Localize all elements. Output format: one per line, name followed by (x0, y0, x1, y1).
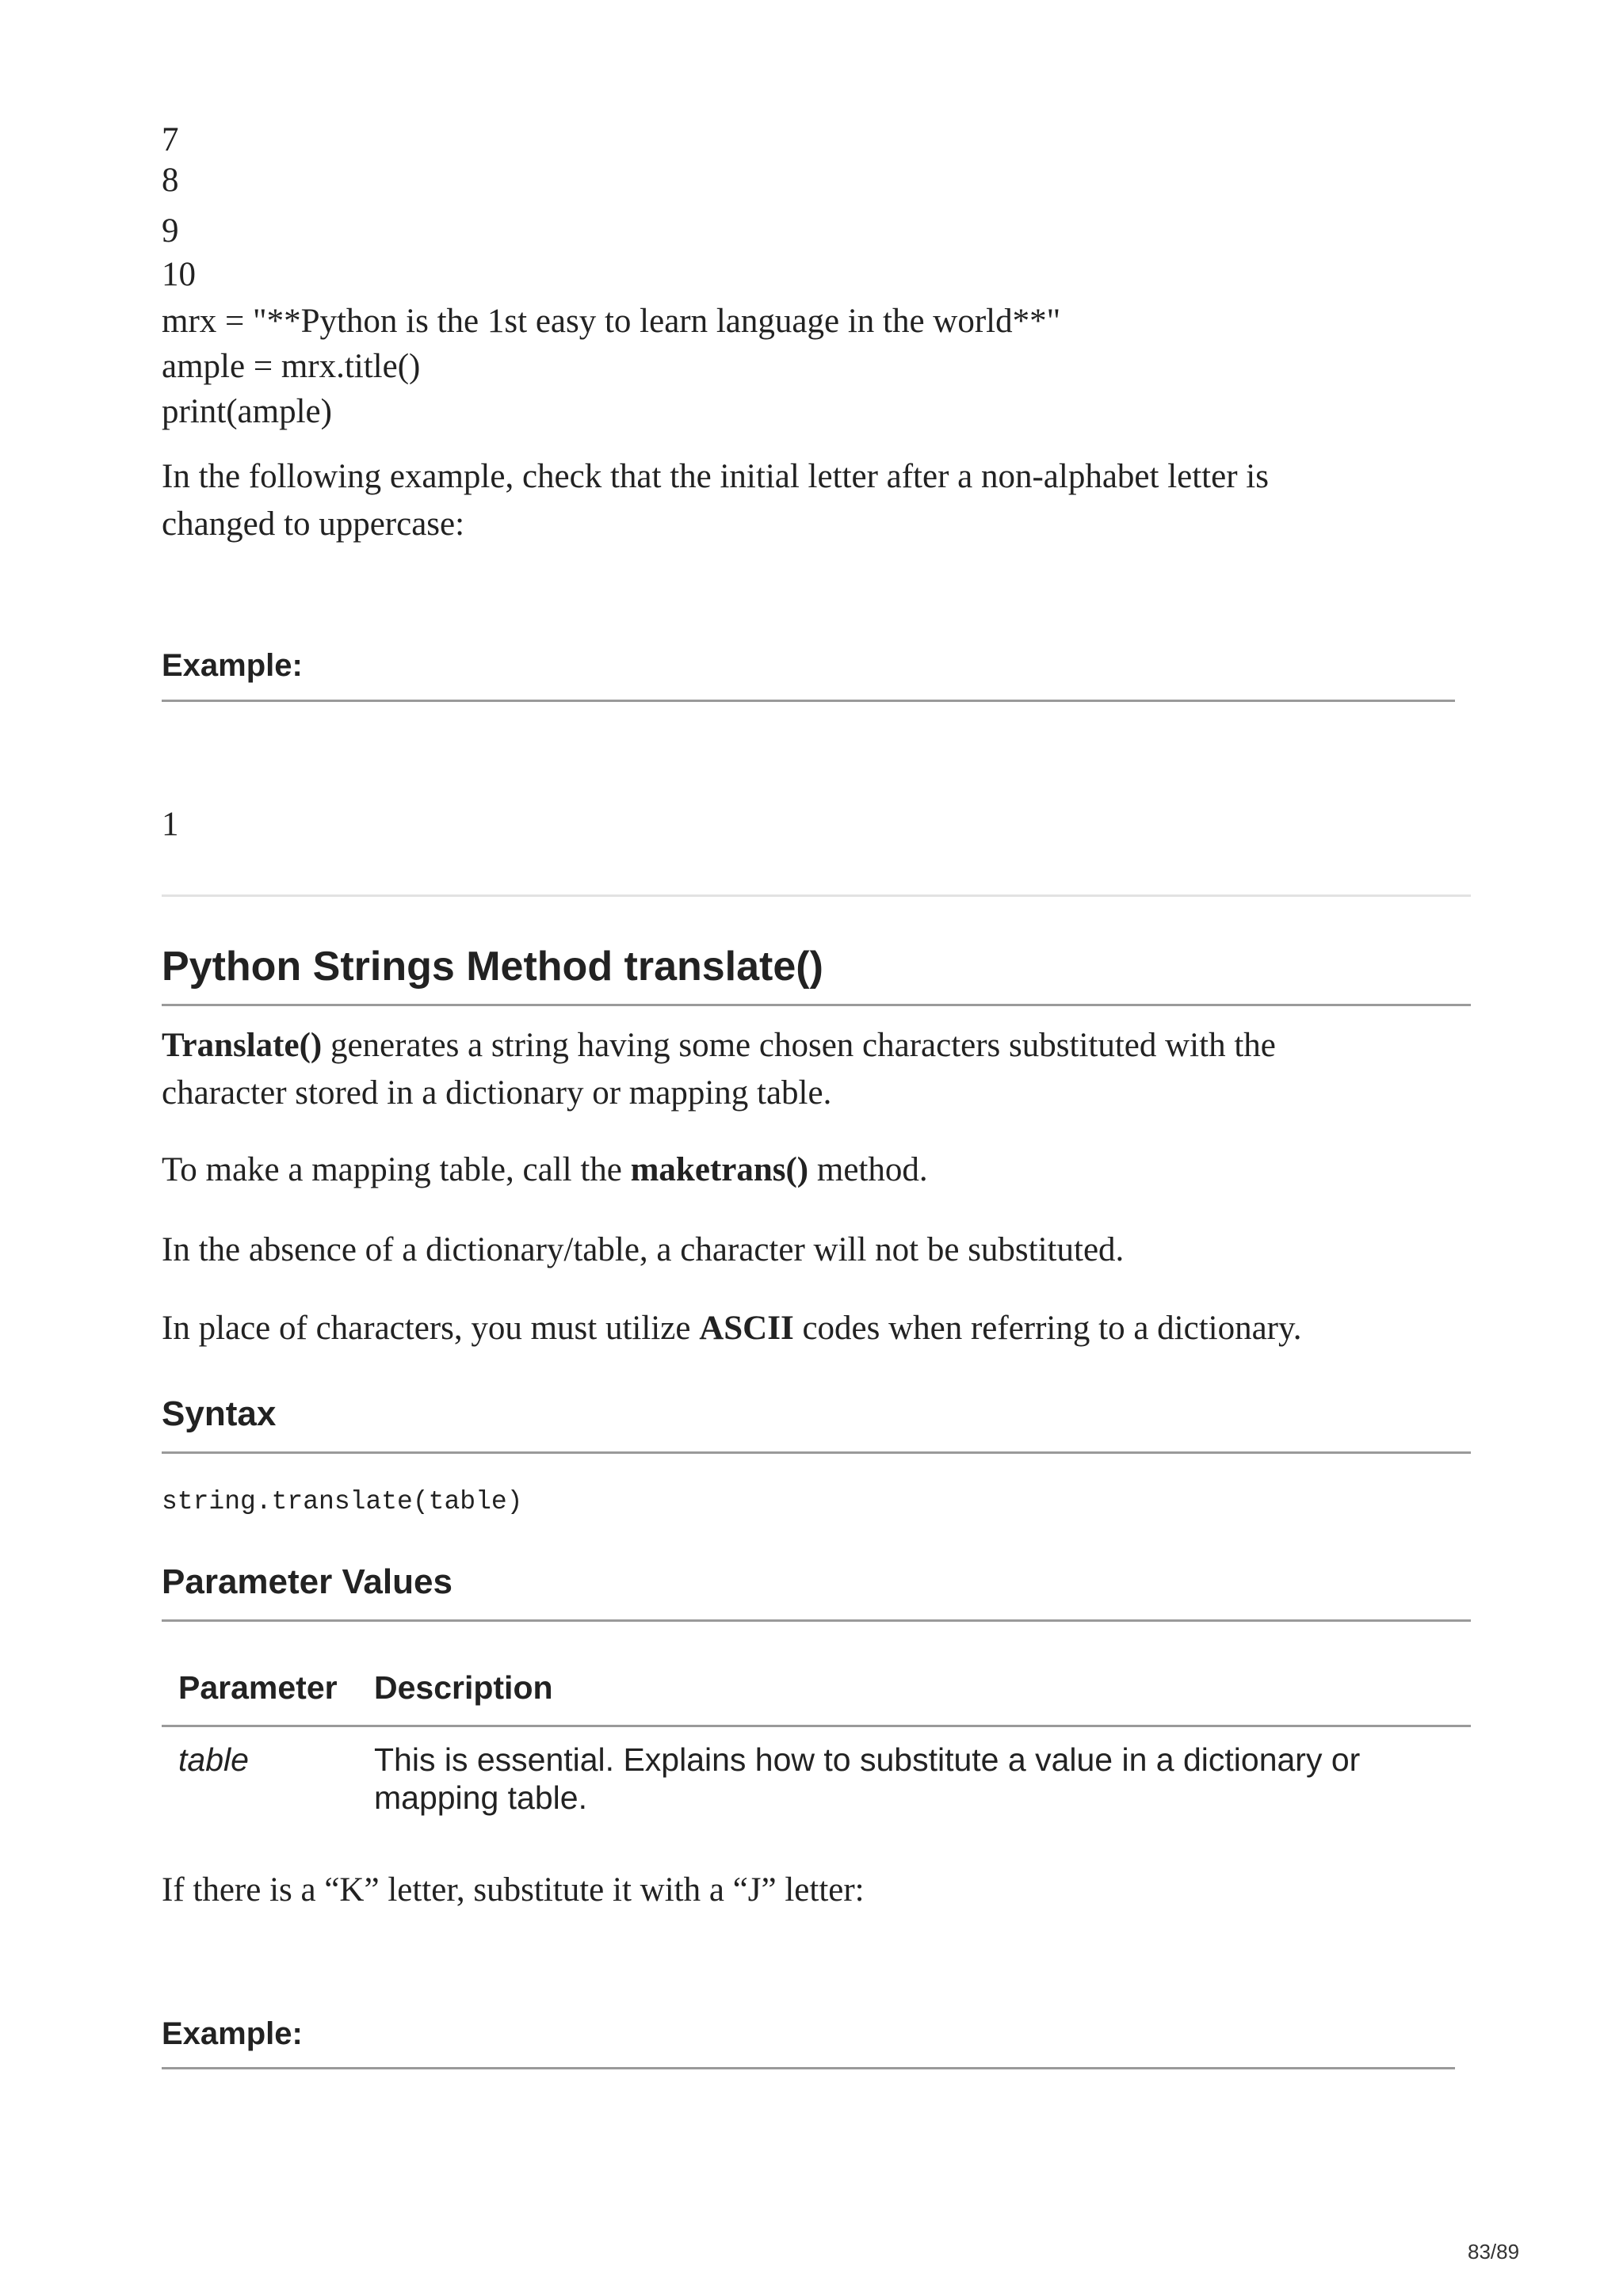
parameter-values-heading: Parameter Values (162, 1562, 453, 1601)
maketrans-method-name: maketrans() (630, 1151, 809, 1188)
table-header-divider (162, 1725, 1471, 1727)
translate-method-name: Translate() (162, 1027, 323, 1064)
paragraph-text: To make a mapping table, call the (162, 1151, 631, 1188)
section-title: Python Strings Method translate() (162, 944, 823, 990)
code-line-number: 7 (162, 121, 179, 158)
code-line: print(ample) (162, 393, 332, 430)
example-divider (162, 2067, 1455, 2069)
table-cell-description-line: mapping table. (374, 1779, 587, 1816)
ascii-paragraph (162, 1305, 1471, 1352)
parameter-values-divider (162, 1619, 1471, 1622)
table-header-parameter: Parameter (178, 1669, 338, 1706)
syntax-code: string.translate(table) (162, 1487, 523, 1516)
page-number: 83/89 (1468, 2240, 1520, 2264)
section-title-divider (162, 1004, 1471, 1006)
table-cell-parameter: table (178, 1741, 249, 1778)
maketrans-paragraph (162, 1146, 1471, 1194)
translate-description-text: generates a string having some chosen characters substituted with the (322, 1027, 1276, 1064)
translate-description-text: character stored in a dictionary or mapping table. (162, 1074, 832, 1112)
intro-paragraph-line: changed to uppercase: (162, 505, 465, 543)
example-divider (162, 700, 1455, 702)
table-header-description: Description (374, 1669, 553, 1706)
paragraph-text: method. (808, 1151, 928, 1188)
example-label: Example: (162, 648, 303, 683)
paragraph-text: In place of characters, you must utilize (162, 1310, 700, 1347)
syntax-heading: Syntax (162, 1394, 277, 1433)
absence-paragraph: In the absence of a dictionary/table, a character will not be substituted. (162, 1231, 1125, 1268)
code-line: ample = mrx.title() (162, 348, 421, 385)
substitute-paragraph: If there is a “K” letter, substitute it with a “J” letter: (162, 1871, 865, 1909)
code-line: mrx = "**Python is the 1st easy to learn language in the world**" (162, 303, 1061, 340)
intro-paragraph-line: In the following example, check that the initial letter after a non-alphabet letter is (162, 458, 1269, 495)
syntax-divider (162, 1451, 1471, 1454)
example-label: Example: (162, 2016, 303, 2051)
paragraph-text: codes when referring to a dictionary. (793, 1310, 1302, 1347)
table-cell-description (374, 1741, 1468, 1817)
intro-paragraph (162, 453, 1461, 548)
code-line-number: 1 (162, 806, 179, 843)
code-line-number: 9 (162, 212, 179, 250)
section-separator (162, 894, 1471, 897)
code-line-number: 10 (162, 256, 196, 293)
table-cell-description-line: This is essential. Explains how to substitute a value in a dictionary or (374, 1741, 1361, 1778)
code-line-number: 8 (162, 162, 179, 199)
translate-description (162, 1022, 1471, 1117)
ascii-term: ASCII (699, 1310, 794, 1347)
